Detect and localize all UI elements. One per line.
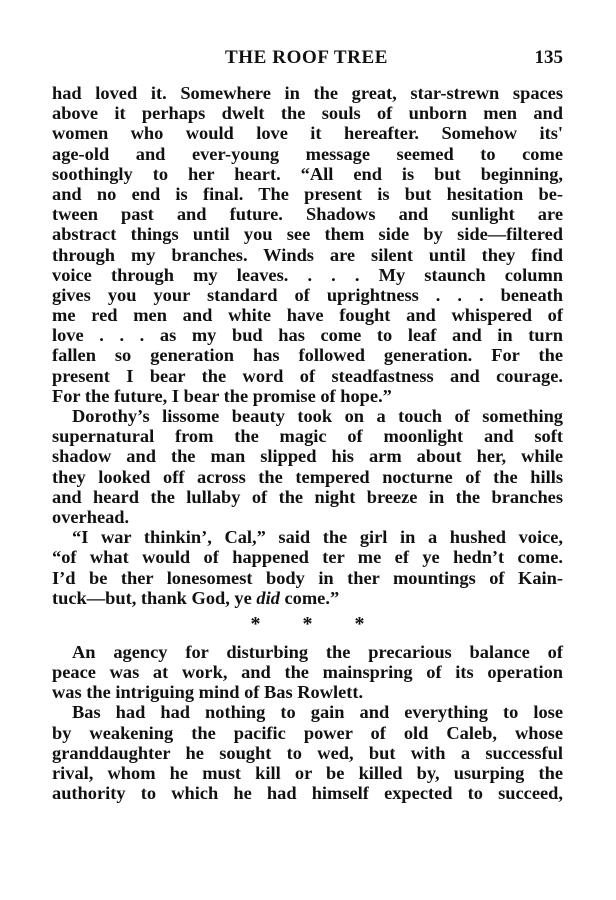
text-line: supernatural from the magic of moonlight and soft <box>52 426 563 447</box>
paragraph-1 <box>52 83 563 406</box>
text-line: and heard the lullaby of the night breeze in the branches <box>52 486 563 507</box>
asterisk: * <box>250 612 261 635</box>
text-line: present I bear the word of steadfastness and courage. <box>52 365 563 386</box>
section-break <box>52 609 563 639</box>
text-line: soothingly to her heart. “All end is but beginning, <box>52 163 563 184</box>
text-segment: come.” <box>279 587 340 608</box>
text-line: tween past and future. Shadows and sunlight are <box>52 204 563 225</box>
text-line: me red men and white have fought and whispered of <box>52 305 563 326</box>
text-line: love . . . as my bud has come to leaf and in turn <box>52 325 563 346</box>
text-line: fallen so generation has followed generation. For the <box>52 345 563 366</box>
asterisk: * <box>302 612 313 635</box>
paragraph-4 <box>52 642 563 703</box>
text-line <box>52 588 563 608</box>
text-line: overhead. <box>52 506 130 527</box>
text-line: authority to which he had himself expected to succeed, <box>52 783 563 804</box>
text-line: abstract things until you see them side by side—filtered <box>52 224 563 245</box>
text-line: shadow and the man slipped his arm about her, while <box>52 446 563 467</box>
paragraph-5 <box>52 702 563 803</box>
paragraph-3 <box>52 527 563 608</box>
paragraph-2 <box>52 406 563 527</box>
text-line: “of what would of happened ter me ef ye hedn’t come. <box>52 547 563 568</box>
text-line: granddaughter he sought to wed, but with a successful <box>52 742 563 763</box>
text-segment: tuck—but, thank God, ye <box>52 587 257 608</box>
text-line: Dorothy’s lissome beauty took on a touch of something <box>72 406 563 426</box>
text-line: “I war thinkin’, Cal,” said the girl in a hushed voice, <box>72 527 563 548</box>
text-line: peace was at work, and the mainspring of its operation <box>52 662 563 683</box>
text-line: they looked off across the tempered nocturne of the hills <box>52 466 563 487</box>
text-line: and no end is final. The present is but hesitation be- <box>52 183 563 204</box>
text-line: For the future, I bear the promise of hope.” <box>52 385 392 406</box>
text-line: had loved it. Somewhere in the great, star-strewn spaces <box>52 83 563 103</box>
page-header <box>48 47 565 75</box>
running-title: THE ROOF TREE <box>224 47 388 68</box>
page-body <box>52 83 563 803</box>
text-line: women who would love it hereafter. Somehow its' <box>52 123 563 144</box>
text-line: An agency for disturbing the precarious balance of <box>72 641 563 662</box>
text-line: Bas had had nothing to gain and everything to lose <box>72 702 563 723</box>
emphasis-text: did <box>256 587 280 608</box>
text-line: I’d be ther lonesomest body in ther mountings of Kain- <box>52 567 563 588</box>
text-line: was the intriguing mind of Bas Rowlett. <box>52 682 364 703</box>
text-line: by weakening the pacific power of old Caleb, whose <box>52 722 563 743</box>
text-line: gives you your standard of uprightness . . . beneath <box>52 284 563 305</box>
text-line: through my branches. Winds are silent until they find <box>52 244 563 265</box>
text-line: above it perhaps dwelt the souls of unborn men and <box>52 103 563 124</box>
text-line: rival, whom he must kill or be killed by, usurping the <box>52 763 563 783</box>
text-line: age-old and ever-young message seemed to come <box>52 143 563 164</box>
text-line: voice through my leaves. . . . My staunch column <box>52 264 563 285</box>
page-number: 135 <box>534 47 563 68</box>
asterisk: * <box>354 612 365 635</box>
